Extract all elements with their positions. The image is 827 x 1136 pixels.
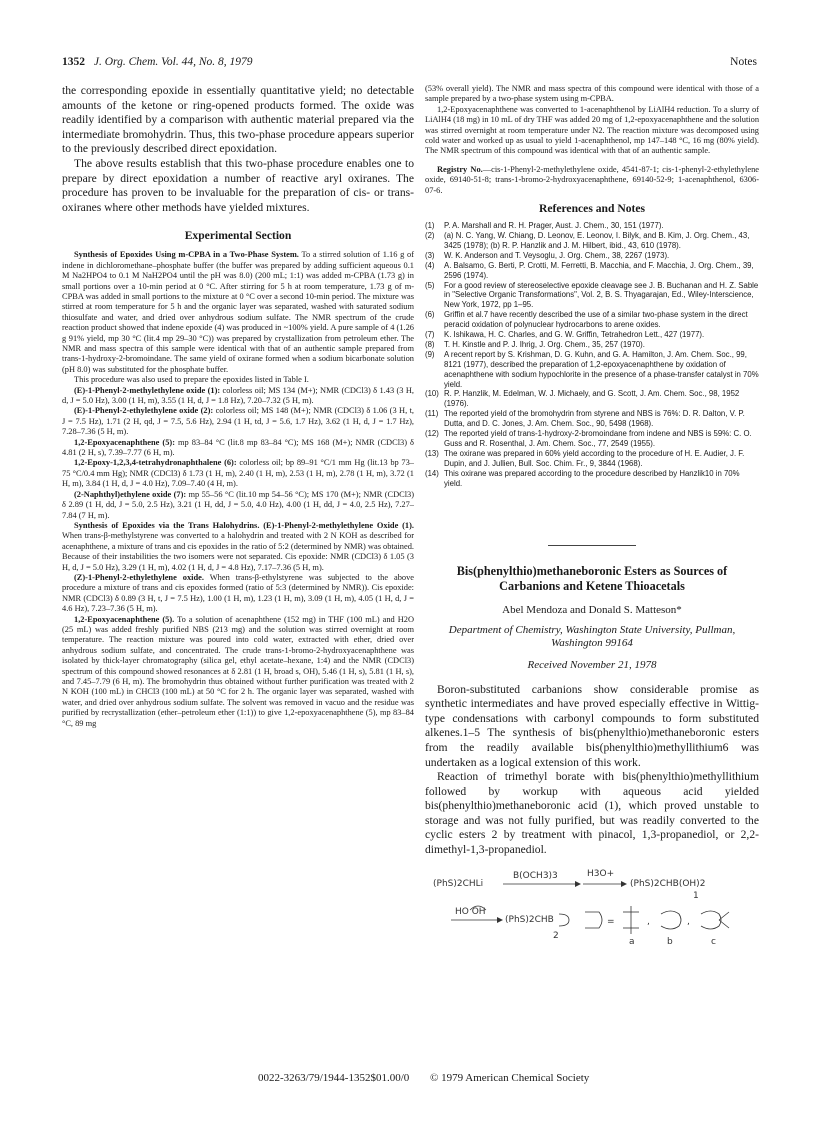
- continued-paragraph: (53% overall yield). The NMR and mass spectra of this compound were identical with those of a sample prepared by a two-phase system using m-CPBA.: [425, 84, 759, 104]
- article-body-paragraph: Reaction of trimethyl borate with bis(phenylthio)methyllithium followed by workup with aqueous acid yielded bis(phenylthio)methaneboronic acid (1), which proved unstable to storage and was not fully purified, but was readily converted to the cyclic esters 2 by treatment with pinacol, 1,3-propanediol, or 2,2-dimethyl-1,3-propanediol.: [425, 770, 759, 857]
- exp-paragraph: 1,2-Epoxyacenaphthene (5): mp 83–84 °C (lit.8 mp 83–84 °C); MS 168 (M+); NMR (CDCl3) δ 4.81 (2 H, s), 7.39–7.77 (6 H, m).: [62, 437, 414, 458]
- journal-citation: J. Org. Chem. Vol. 44, No. 8, 1979: [93, 56, 253, 68]
- left-column: [62, 84, 414, 729]
- reference-item: (1) P. A. Marshall and R. H. Prager, Aust. J. Chem., 30, 151 (1977).: [425, 221, 664, 231]
- intro-paragraph: The above results establish that this two-phase procedure enables one to prepare by direct epoxidation a number of reactive aryl oxiranes. The procedure has proven to be invaluable for the preparation of cis- or trans-oxiranes where other methods have yielded mixtures.: [62, 156, 414, 214]
- copyright: © 1979 American Chemical Society: [430, 1072, 590, 1084]
- svg-text:,: ,: [687, 916, 690, 927]
- continued-paragraph: 1,2-Epoxyacenaphthene was converted to 1-acenaphthenol by LiAlH4 reduction. To a slurry of LiAlH4 (18 mg) in 10 mL of dry THF was added 20 mg of 1,2-epoxyacenaphthene and the solution was stirred overnight at room temperature under N2. The reaction mixture was decomposed using cold water and worked up as usual to yield 1-acenaphthenol, mp 147–148 °C, 16 mg (80% yield). The NMR spectrum of this compound was identical with that of an authentic sample.: [425, 104, 760, 156]
- exp-paragraph: Synthesis of Epoxides via the Trans Halohydrins. (E)-1-Phenyl-2-methylethylene Oxide (1). When trans-β-methylstyrene was converted to a halohydrin and treated with 2 N KOH as described for acenaphthene, a mixture of trans and cis epoxides in the ratio of 5:2 (determined by NMR) was obtained. Because of their instabilities the two isomers were not separated. Cis epoxide: NMR (CDCl3) δ 1.05 (3 H, d, J = 5.0 Hz), 3.29 (1 H, m), 4.02 (1 H, d, J = 4.8 Hz), 7.17–7.36 (5 H, m).: [62, 520, 414, 572]
- exp-paragraph: (Z)-1-Phenyl-2-ethylethylene oxide. When trans-β-ethylstyrene was subjected to the above procedure a mixture of trans and cis epoxides formed (ratio of 5:3 (determined by NMR)). Cis epoxide: NMR (CDCl3) δ 0.89 (3 H, t, J = 7.5 Hz), 1.00 (1 H, m), 1.23 (1 H, m), 3.09 (1 H, m), 4.05 (1 H, d, J = 4.6 Hz), 7.23–7.36 (5 H, m).: [62, 572, 414, 614]
- exp-paragraph: This procedure was also used to prepare the epoxides listed in Table I.: [74, 375, 309, 385]
- scheme-reagent: H3O+: [587, 868, 615, 879]
- scheme-number: 1: [693, 890, 699, 901]
- reference-item: (7) K. Ishikawa, H. C. Charles, and G. W. Griffin, Tetrahedron Lett., 427 (1977).: [425, 330, 705, 340]
- reaction-scheme: [425, 866, 759, 946]
- exp-paragraph: 1,2-Epoxyacenaphthene (5). To a solution of acenaphthene (152 mg) in THF (100 mL) and H2O (25 mL) was added freshly purified NBS (213 mg) and the solution was stirred overnight at room temperature. The reaction mixture was poured into cold water, extracted with ether, dried over anhydrous sodium sulfate, and concentrated. The crude trans-1-bromo-2-hydroxyacenaphthene was isolated by thick-layer chromatography (silica gel, ethyl acetate–hexane, 1:4) and the NMR (CDCl3) spectrum of this compound showed resonances at δ 2.81 (1 H, broad s, OH), 5.46 (1 H, s), 5.81 (1 H, s), and 7.45–7.79 (6 H, m). The bromohydrin thus obtained without further purification was treated with 2 N KOH (100 mL) in CHCl3 (100 mL) at 50 °C for 2 h. The organic layer was separated, washed with water, and dried over anhydrous sodium sulfate. The solvent was removed in vacuo and the residue was purified by recrystallization (ether–petroleum ether (1:1)) to give 1,2-epoxyacenaphthene (5), mp 83–84 °C, 89 mg: [62, 614, 414, 728]
- references-heading: References and Notes: [538, 202, 646, 216]
- scheme-product: (PhS)2CHB(OH)2: [630, 878, 706, 889]
- exp-paragraph: (E)-1-Phenyl-2-ethylethylene oxide (2): colorless oil; MS 148 (M+); NMR (CDCl3) δ 1.06 (3 H, t, J = 7.5 Hz), 1.71 (2 H, qd, J = 7.5, 5.6 Hz), 2.94 (1 H, td, J = 5.6, 1.7 Hz), 3.62 (1 H, d, J = 1.7 Hz), 7.28–7.36 (5 H, m).: [62, 406, 414, 437]
- registry-numbers: Registry No.—cis-1-Phenyl-2-methylethylene oxide, 4541-87-1; cis-1-phenyl-2-ethylethylene oxide, 69140-51-8; trans-1-bromo-2-hydroxyacenaphthene, 69140-52-9; 1-acenaphthenol, 6306-07-6.: [425, 164, 759, 195]
- article-title: Bis(phenylthio)methaneboronic Esters as Sources of Carbanions and Ketene Thioacetals: [456, 563, 728, 593]
- exp-paragraph: (E)-1-Phenyl-2-methylethylene oxide (1): colorless oil; MS 134 (M+); NMR (CDCl3) δ 1.43 (3 H, d, J = 5.0 Hz), 3.00 (1 H, m), 3.55 (1 H, d, J = 1.8 Hz), 7.20–7.32 (5 H, m).: [62, 385, 414, 406]
- section-divider: [548, 545, 636, 546]
- reference-item: (13) The oxirane was prepared in 60% yield according to the procedure of H. E. Audier, J. F. Dupin, and J. Jullien, Bull. Soc. Chim. Fr., 9, 3844 (1968).: [425, 448, 745, 468]
- received-date: Received November 21, 1978: [527, 658, 657, 671]
- running-header: [62, 56, 757, 72]
- svg-text:=: =: [607, 916, 615, 927]
- exp-paragraph: 1,2-Epoxy-1,2,3,4-tetrahydronaphthalene (6): colorless oil; bp 89–91 °C/1 mm Hg (lit.13 bp 73–75 °C/0.4 mm Hg); NMR (CDCl3) δ 1.73 (1 H, m), 2.40 (1 H, m), 2.53 (1 H, m), 2.78 (1 H, m), 3.72 (1 H, m), 3.84 (1 H, d, J = 4.0 Hz), 7.09–7.40 (4 H, m).: [62, 458, 414, 489]
- section-label: Notes: [730, 56, 757, 68]
- page-number: 1352: [62, 56, 85, 68]
- reference-item: (14) This oxirane was prepared according to the procedure described by Hanzlik10 in 70% yield.: [425, 468, 740, 488]
- scheme-label: a: [629, 936, 635, 946]
- reference-item: (4) A. Balsamo, G. Berti, P. Crotti, M. Ferretti, B. Macchia, and F. Macchia, J. Org. Chem., 39, 2596 (1974).: [425, 260, 754, 280]
- scheme-label: c: [711, 936, 716, 946]
- reference-item: (9) A recent report by S. Krishman, D. G. Kuhn, and G. A. Hamilton, J. Am. Chem. Soc., 99, 8121 (1977), described the preparation of 1,2-epoxyacenaphthene by oxidation of acenaphthene with sodium hypochlorite in the presence of a phase-transfer catalyst in 70% yield.: [425, 349, 759, 389]
- reference-item: (8) T. H. Kinstle and P. J. Ihrig, J. Org. Chem., 35, 257 (1970).: [425, 339, 645, 349]
- reference-item: (12) The reported yield of trans-1-hydroxy-2-bromoindane from indene and NBS is 59%: C. O. Guss and R. Rosenthal, J. Am. Chem. Soc., 77, 2549 (1955).: [425, 429, 752, 448]
- reference-item: (6) Griffin et al.7 have recently described the use of a similar two-phase system in the direct peracid oxidation of polynuclear hydrocarbons to arene oxides.: [425, 310, 748, 330]
- references-list: [425, 221, 759, 488]
- exp-paragraph: Synthesis of Epoxides Using m-CPBA in a Two-Phase System. To a stirred solution of 1.16 g of indene in dichloromethane–phosphate buffer (the buffer was prepared by adding sufficient aqueous 0.1 M Na2HPO4 to 0.1 M NaH2PO4 until the pH was 8.0) (200 mL; 1:1) was added m-CPBA (1.73 g) in small portions over a 10-min period at 0 °C. After stirring for 5 h at room temperature, 1.73 g of m-CPBA was added in small portions to the mixture at 0 °C over a second 10-min period. The mixture was stirred at room temperature for 5 h and the organic layer was separated, washed with saturated sodium thiosulfate and water, and dried over anhydrous sodium sulfate. The NMR spectrum of the crude reaction product showed that indene epoxide (4) was produced in ~100% yield. A pure sample of 4 (1.26 g 91% yield, mp 30 °C (lit.4 mp 29–30 °C)) was prepared by crystallization from petroleum ether. The NMR and mass spectra of this sample were identical with that of an authentic sample prepared from trans-1-hydroxy-2-bromoindane. The same yield of oxirane formed when a sodium bicarbonate solution (pH 8.0) was substituted for the phosphate buffer.: [62, 250, 414, 374]
- exp-paragraph: (2-Naphthyl)ethylene oxide (7): mp 55–56 °C (lit.10 mp 54–56 °C); MS 170 (M+); NMR (CDCl3) δ 2.89 (1 H, dd, J = 5.0, 2.5 Hz), 3.21 (1 H, dd, J = 5.0, 4.0 Hz), 4.00 (1 H, dd, J = 4.0, 2.5 Hz), 7.27–7.84 (7 H, m).: [62, 489, 415, 520]
- reference-item: (2) (a) N. C. Yang, W. Chiang, D. Leonov, E. Leonov, I. Bilyk, and B. Kim, J. Org. Chem., 43, 3425 (1978); (b) R. P. Hanzlik and J. M. Hilbert, ibid., 43, 610 (1978).: [425, 230, 750, 250]
- scheme-product: (PhS)2CHB: [505, 914, 554, 925]
- scheme-number: 2: [553, 930, 559, 941]
- experimental-heading: Experimental Section: [184, 229, 292, 243]
- page-footer: [258, 1072, 738, 1084]
- article-body-paragraph: Boron-substituted carbanions show considerable promise as synthetic intermediates and have proved especially effective in Wittig-type condensations with carbonyl compounds to form substituted alkenes.1–5 The synthesis of bis(phenylthio)methaneboronic esters from the readily available bis(phenylthio)methyllithium6 was undertaken as a logical extension of this work.: [425, 682, 759, 769]
- article-code: 0022-3263/79/1944-1352$01.00/0: [258, 1072, 410, 1084]
- reference-item: (11) The reported yield of the bromohydrin from styrene and NBS is 76%: D. R. Dalton, V. P. Dutta, and D. C. Jones, J. Am. Chem. Soc., 90, 5498 (1968).: [425, 409, 745, 429]
- intro-paragraph: the corresponding epoxide in essentially quantitative yield; no detectable amounts of the ketone or ring-opened products formed. The oxide was readily identified by a comparison with authentic material prepared via the intermediate bromohydrin. Thus, this two-phase procedure appears superior to the previously described direct epoxidation.: [62, 84, 414, 156]
- scheme-reactant: (PhS)2CHLi: [433, 878, 484, 889]
- scheme-label: b: [667, 936, 673, 946]
- article-affiliation: Department of Chemistry, Washington State University, Pullman, Washington 99164: [448, 623, 736, 650]
- reference-item: (5) For a good review of stereoselective epoxide cleavage see J. B. Buchanan and H. Z. Sable in "Selective Organic Transformations", Vol. 2, B. S. Thyagarajan, Ed., Wiley-Interscience, New York, 1972, pp 1–95.: [425, 280, 759, 310]
- reference-item: (3) W. K. Anderson and T. Veysoglu, J. Org. Chem., 38, 2267 (1973).: [425, 250, 670, 260]
- scheme-reagent: HO OH: [455, 906, 486, 917]
- reference-item: (10) R. P. Hanzlik, M. Edelman, W. J. Michaely, and G. Scott, J. Am. Chem. Soc., 98, 1952 (1976).: [425, 389, 740, 409]
- scheme-reagent: B(OCH3)3: [513, 870, 558, 881]
- svg-text:,: ,: [647, 916, 650, 927]
- right-column: [425, 84, 759, 951]
- article-authors: Abel Mendoza and Donald S. Matteson*: [502, 603, 682, 616]
